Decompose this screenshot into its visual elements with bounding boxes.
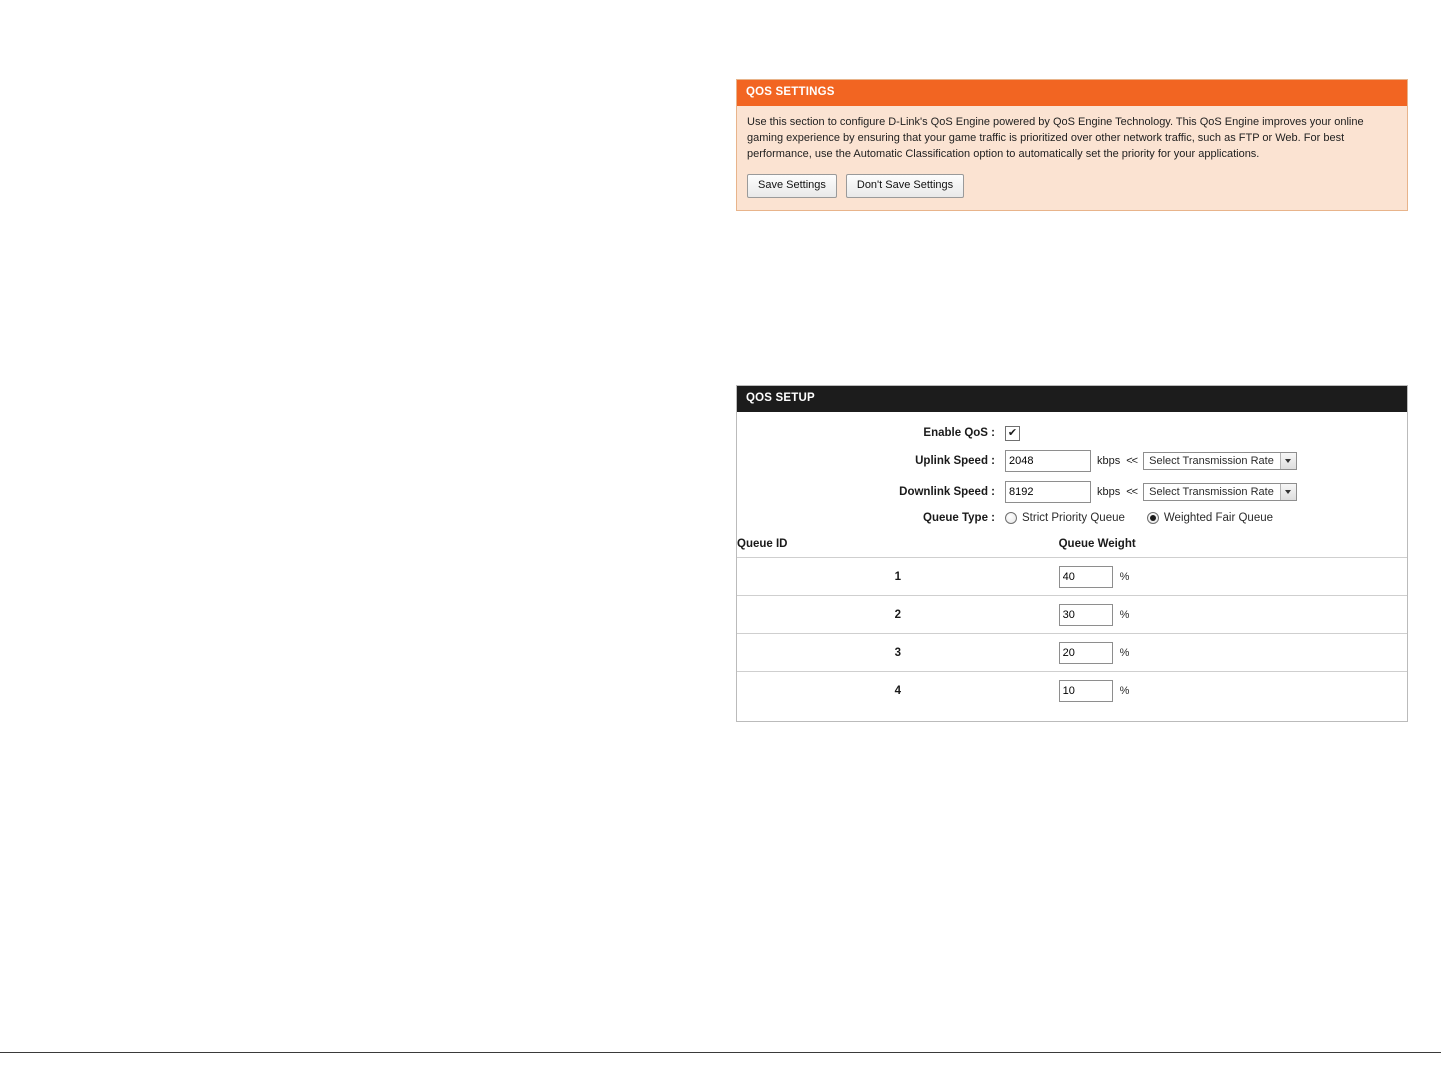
- queue-weight-input-2[interactable]: [1059, 604, 1113, 626]
- percent-label: %: [1119, 646, 1130, 659]
- percent-label: %: [1119, 684, 1130, 697]
- uplink-transmission-rate-value: Select Transmission Rate: [1149, 454, 1274, 467]
- qos-settings-description: Use this section to configure D-Link's QoS Engine powered by QoS Engine Technology. This QoS Engine improves your online gaming experience by ensuring that your game traffic is prioritized over other network traffic, such as FTP or Web. For best performance, use the Automatic Classification option to automatically set the priority for your applications.: [747, 115, 1364, 160]
- qos-setup-body: [737, 412, 1407, 721]
- percent-label: %: [1119, 570, 1130, 583]
- downlink-speed-control: [1005, 481, 1297, 503]
- radio-weighted-fair-queue[interactable]: [1147, 512, 1273, 524]
- queue-weight-input-1[interactable]: [1059, 566, 1113, 588]
- radio-weighted-fair-queue-label: Weighted Fair Queue: [1163, 511, 1274, 524]
- radio-strict-priority-queue-label: Strict Priority Queue: [1022, 511, 1125, 524]
- radio-weighted-fair-queue-dot[interactable]: [1147, 512, 1159, 524]
- page-footer-divider: [0, 1052, 1441, 1053]
- qos-setup-panel: [736, 385, 1408, 722]
- downlink-speed-row: [737, 481, 1407, 503]
- downlink-speed-label: Downlink Speed :: [899, 485, 995, 498]
- radio-strict-priority-queue[interactable]: [1005, 512, 1125, 524]
- percent-label: %: [1119, 608, 1130, 621]
- queue-weight-column-header: Queue Weight: [1058, 537, 1136, 550]
- queue-weight-cell: [1059, 671, 1407, 709]
- chevron-down-icon: [1280, 453, 1296, 469]
- queue-id-cell: 3: [737, 633, 1059, 671]
- queue-weight-cell: [1059, 633, 1407, 671]
- qos-settings-header: QOS SETTINGS: [737, 80, 1407, 106]
- queue-id-cell: 1: [737, 557, 1059, 595]
- table-row: [737, 633, 1407, 671]
- queue-id-cell: 4: [737, 671, 1059, 709]
- queue-weight-cell: [1059, 595, 1407, 633]
- checkmark-icon: ✔: [1007, 426, 1018, 439]
- queue-id-column-header: Queue ID: [737, 537, 788, 550]
- queue-id-cell: 2: [737, 595, 1059, 633]
- chevron-down-icon: [1280, 484, 1296, 500]
- qos-settings-button-row: [747, 174, 1397, 197]
- table-row: [737, 557, 1407, 595]
- radio-strict-priority-queue-dot[interactable]: [1005, 512, 1017, 524]
- queue-type-control: [1005, 512, 1273, 524]
- enable-qos-label: Enable QoS :: [923, 427, 995, 440]
- downlink-unit-label: kbps: [1097, 485, 1121, 498]
- downlink-speed-input[interactable]: [1005, 481, 1091, 503]
- uplink-transmission-rate-select[interactable]: [1143, 452, 1297, 470]
- queue-weight-cell: [1059, 557, 1407, 595]
- table-row: [737, 671, 1407, 709]
- uplink-speed-control: [1005, 450, 1297, 472]
- save-settings-button[interactable]: Save Settings: [747, 174, 837, 197]
- qos-settings-body: [737, 106, 1407, 210]
- queue-weight-table: [737, 538, 1407, 709]
- uplink-arrows: <<: [1126, 454, 1138, 467]
- dont-save-settings-button[interactable]: Don't Save Settings: [846, 174, 964, 197]
- downlink-transmission-rate-value: Select Transmission Rate: [1149, 485, 1274, 498]
- queue-weight-input-4[interactable]: [1059, 680, 1113, 702]
- enable-qos-checkbox[interactable]: [1005, 426, 1020, 441]
- enable-qos-row: [737, 426, 1407, 441]
- enable-qos-control: [1005, 426, 1020, 441]
- uplink-unit-label: kbps: [1097, 454, 1121, 467]
- queue-table-header-row: [737, 538, 1407, 558]
- table-row: [737, 595, 1407, 633]
- queue-weight-input-3[interactable]: [1059, 642, 1113, 664]
- uplink-speed-input[interactable]: [1005, 450, 1091, 472]
- uplink-speed-label: Uplink Speed :: [915, 454, 995, 467]
- downlink-arrows: <<: [1126, 485, 1138, 498]
- qos-setup-header: QOS SETUP: [737, 386, 1407, 412]
- queue-type-label: Queue Type :: [923, 511, 995, 524]
- downlink-transmission-rate-select[interactable]: [1143, 483, 1297, 501]
- uplink-speed-row: [737, 450, 1407, 472]
- qos-settings-panel: [736, 79, 1408, 211]
- queue-type-radio-group: [1005, 512, 1273, 524]
- queue-type-row: [737, 512, 1407, 524]
